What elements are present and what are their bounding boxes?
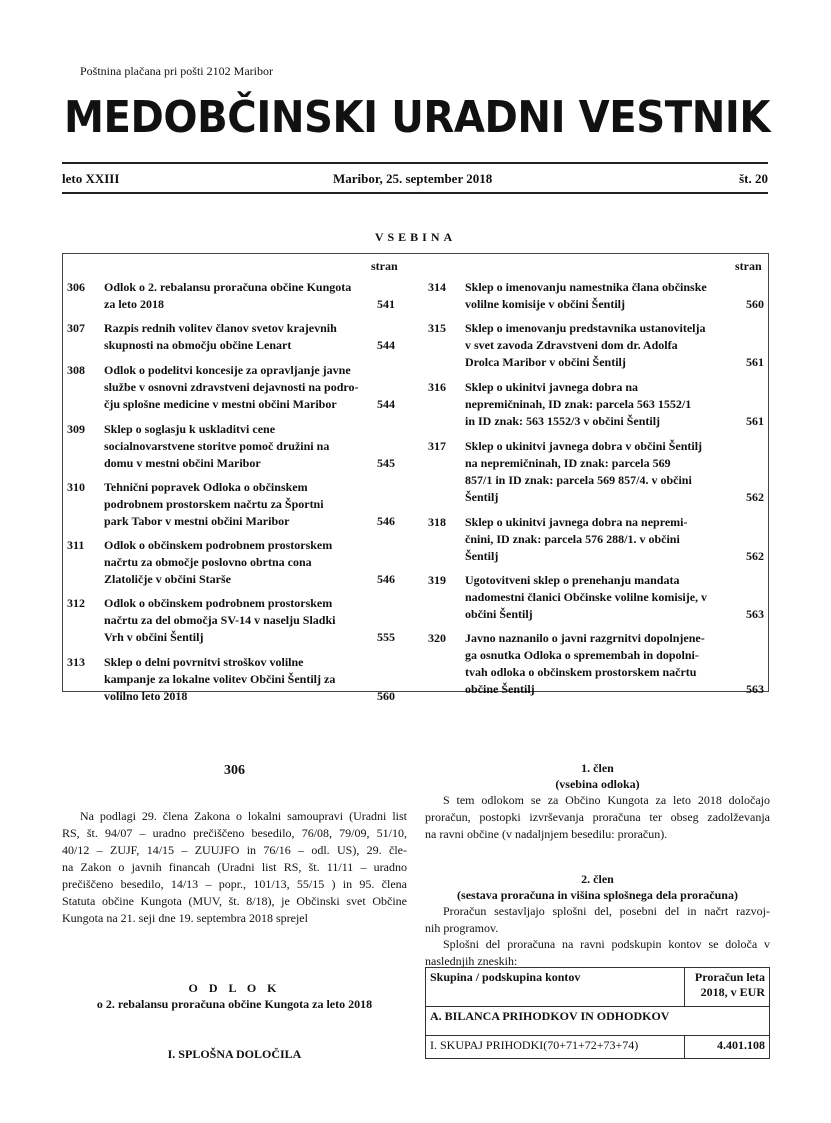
- article-preamble: [62, 808, 407, 927]
- contents-entry-line: občine Šentilj: [465, 682, 535, 696]
- contents-title: VSEBINA: [374, 230, 457, 244]
- contents-page-header-left: stran: [371, 259, 398, 273]
- budget-header-row: [426, 968, 770, 1007]
- contents-entry-line: podrobnem prostorskem načrtu za Športni: [104, 497, 324, 511]
- budget-col-amount-line1: Proračun leta: [694, 970, 765, 984]
- clen1-text: [425, 792, 770, 843]
- contents-entry-line: Odlok o podelitvi koncesije za opravljanje javne: [104, 363, 351, 377]
- contents-entry-line: volilne komisije v občini Šentilj: [465, 297, 626, 311]
- preamble-line: Na podlagi 29. člena Zakona o lokalni samoupravi (Uradni list: [80, 809, 407, 823]
- clen2text2-line: Splošni del proračuna na ravni podskupin kontov se določa v: [443, 937, 770, 951]
- header-rule-bottom: [62, 192, 768, 194]
- contents-entry-line: službe v osnovni zdravstveni dejavnosti na podro-: [104, 380, 359, 394]
- contents-entry-line: Sklep o soglasju k uskladitvi cene: [104, 422, 276, 436]
- contents-entry-line: socialnovarstvene storitve pomoč družini na: [104, 439, 330, 453]
- contents-entry-title: [104, 479, 400, 530]
- header-rule-top: [62, 162, 768, 164]
- decree-subtitle: o 2. rebalansu proračuna občine Kungota za leto 2018: [96, 997, 373, 1011]
- contents-entry-page: 544: [377, 397, 395, 411]
- contents-entry-page: 544: [377, 338, 395, 352]
- clen2-subtitle: (sestava proračuna in višina splošnega dela proračuna): [457, 888, 738, 902]
- contents-entry-number: 308: [67, 363, 85, 377]
- contents-entry-page: 562: [746, 490, 764, 504]
- contents-entry-line: Razpis rednih volitev članov svetov krajevnih: [104, 321, 337, 335]
- clen2text2-line: naslednjih zneskih:: [425, 954, 518, 968]
- contents-entry-number: 313: [67, 655, 85, 669]
- budget-row-1-value: 4.401.108: [685, 1036, 770, 1059]
- preamble-line: Kungota na 21. seji dne 19. septembra 2018 sprejel: [62, 911, 308, 925]
- section-general-provisions: I. SPLOŠNA DOLOČILA: [167, 1047, 302, 1061]
- contents-entry-line: Tehnični popravek Odloka o občinskem: [104, 480, 308, 494]
- contents-entry-line: 857/1 in ID znak: parcela 569 857/4. v občini: [465, 473, 692, 487]
- clen1text-line: na ravni občine (v nadaljnjem besedilu: proračun).: [425, 827, 668, 841]
- contents-entry-page: 560: [746, 297, 764, 311]
- contents-entry-line: in ID znak: 563 1552/3 v občini Šentilj: [465, 414, 661, 428]
- contents-entry-line: za leto 2018: [104, 297, 164, 311]
- preamble-line: na Zakon o javnih financah (Uradni list RS, št. 11/11 – uradno: [62, 860, 407, 874]
- contents-entry-line: načrtu za del območja SV-14 v naselju Sladki: [104, 613, 336, 627]
- preamble-line: 40/12 – ZUJF, 14/15 – ZUUJFO in 76/16 – odl. US), 29. čle-: [62, 843, 407, 857]
- contents-entry-title: [465, 630, 761, 698]
- contents-entry-line: načrtu za območje poslovno obrtna cona: [104, 555, 312, 569]
- article-number: 306: [224, 763, 245, 778]
- clen1text-line: S tem odlokom se za Občino Kungota za leto 2018 določajo: [443, 793, 770, 807]
- contents-entry-title: [104, 320, 400, 354]
- preamble-line: RS, št. 94/07 – uradno prečiščeno besedilo, 76/08, 79/09, 51/10,: [62, 826, 407, 840]
- contents-entry-page: 545: [377, 456, 395, 470]
- contents-entry-number: 312: [67, 596, 85, 610]
- contents-entry-line: Vrh v občini Šentilj: [104, 630, 204, 644]
- clen2text-line: Proračun sestavljajo splošni del, posebni del in načrt razvoj-: [443, 904, 770, 918]
- contents-entry-line: kampanje za lokalne volitev Občini Šentilj za: [104, 672, 336, 686]
- contents-entry-line: čju splošne medicine v mestni občini Maribor: [104, 397, 337, 411]
- contents-entry-line: tvah odloka o občinskem prostorskem načrtu: [465, 665, 697, 679]
- contents-entry-line: v svet zavoda Zdravstveni dom dr. Adolfa: [465, 338, 678, 352]
- contents-entry-number: 309: [67, 422, 85, 436]
- budget-row-1: [426, 1036, 770, 1059]
- issue-number: št. 20: [739, 171, 768, 186]
- contents-entry-line: Sklep o imenovanju namestnika člana občinske: [465, 280, 707, 294]
- contents-entry-title: [465, 379, 761, 430]
- contents-entry-line: Zlatoličje v občini Starše: [104, 572, 231, 586]
- contents-entry-line: Odlok o 2. rebalansu proračuna občine Kungota: [104, 280, 352, 294]
- clen1text-line: proračun, postopki izvrševanja proračuna ter obseg zadolževanja: [425, 810, 770, 824]
- contents-entry-page: 562: [746, 549, 764, 563]
- contents-entry-line: park Tabor v mestni občini Maribor: [104, 514, 290, 528]
- contents-entry-page: 561: [746, 355, 764, 369]
- contents-entry-line: nadomestni članici Občinske volilne komisije, v: [465, 590, 708, 604]
- budget-col-accounts: Skupina / podskupina kontov: [426, 968, 685, 1007]
- issue-place-date: Maribor, 25. september 2018: [333, 171, 493, 186]
- clen2text-line: nih programov.: [425, 921, 499, 935]
- contents-entry-number: 310: [67, 480, 85, 494]
- contents-entry-number: 316: [428, 380, 446, 394]
- contents-entry-line: nepremičninah, ID znak: parcela 563 1552/1: [465, 397, 692, 411]
- contents-entry-line: Sklep o ukinitvi javnega dobra v občini Šentilj: [465, 439, 703, 453]
- contents-entry-page: 546: [377, 572, 395, 586]
- contents-entry-page: 560: [377, 689, 395, 703]
- contents-entry-title: [465, 514, 761, 565]
- contents-entry-line: Sklep o ukinitvi javnega dobra na nepremi-: [465, 515, 688, 529]
- contents-entry-title: [465, 438, 761, 506]
- contents-entry-line: Šentilj: [465, 549, 499, 563]
- contents-entry-number: 319: [428, 573, 446, 587]
- contents-entry-line: Sklep o ukinitvi javnega dobra na: [465, 380, 639, 394]
- contents-entry-title: [465, 572, 761, 623]
- budget-table: [425, 967, 770, 1059]
- contents-page-header-right: stran: [735, 259, 762, 273]
- contents-entry-number: 307: [67, 321, 85, 335]
- contents-entry-page: 563: [746, 607, 764, 621]
- clen1-subtitle: (vsebina odloka): [555, 777, 640, 791]
- budget-row-1-label: I. SKUPAJ PRIHODKI(70+71+72+73+74): [426, 1036, 685, 1059]
- contents-entry-line: Sklep o imenovanju predstavnika ustanovitelja: [465, 321, 706, 335]
- contents-entry-line: domu v mestni občini Maribor: [104, 456, 261, 470]
- contents-entry-title: [104, 595, 400, 646]
- contents-entry-page: 563: [746, 682, 764, 696]
- contents-entry-title: [465, 320, 761, 371]
- issue-year: leto XXIII: [62, 171, 120, 186]
- contents-entry-line: Šentilj: [465, 490, 499, 504]
- budget-col-amount-line2: 2018, v EUR: [700, 985, 765, 999]
- contents-entry-number: 306: [67, 280, 85, 294]
- contents-entry-title: [104, 537, 400, 588]
- clen2-title: 2. člen: [581, 872, 614, 886]
- contents-entry-line: Drolca Maribor v občini Šentilj: [465, 355, 626, 369]
- clen2-text-2: [425, 936, 770, 970]
- contents-entry-number: 318: [428, 515, 446, 529]
- preamble-line: Statuta občine Kungota (MUV, št. 8/18), je Občinski svet Občine: [62, 894, 407, 908]
- contents-entry-line: volilno leto 2018: [104, 689, 188, 703]
- contents-entry-page: 541: [377, 297, 395, 311]
- preamble-line: prečiščeno besedilo, 14/13 – popr., 101/13, 55/15 ) in 95. člena: [62, 877, 407, 891]
- clen1-title: 1. člen: [581, 761, 614, 775]
- contents-entry-line: čnini, ID znak: parcela 576 288/1. v občini: [465, 532, 680, 546]
- contents-entry-page: 546: [377, 514, 395, 528]
- budget-section-row: [426, 1007, 770, 1036]
- contents-entry-line: ga osnutka Odloka o spremembah in dopolni-: [465, 648, 699, 662]
- contents-entry-line: Ugotovitveni sklep o prenehanju mandata: [465, 573, 680, 587]
- contents-entry-line: Odlok o občinskem podrobnem prostorskem: [104, 596, 333, 610]
- contents-entry-number: 311: [67, 538, 85, 552]
- contents-entry-line: Javno naznanilo o javni razgrnitvi dopolnjene-: [465, 631, 705, 645]
- contents-entry-line: Sklep o delni povrnitvi stroškov volilne: [104, 655, 304, 669]
- budget-section-a: A. BILANCA PRIHODKOV IN ODHODKOV: [426, 1007, 770, 1036]
- contents-entry-number: 314: [428, 280, 446, 294]
- contents-entry-title: [104, 421, 400, 472]
- contents-entry-number: 317: [428, 439, 446, 453]
- decree-title: O D L O K: [188, 981, 281, 995]
- contents-box: [62, 253, 769, 703]
- contents-entry-line: skupnosti na območju občine Lenart: [104, 338, 292, 352]
- clen2-text: [425, 903, 770, 937]
- postage-note: Poštnina plačana pri pošti 2102 Maribor: [80, 64, 273, 78]
- contents-entry-title: [465, 279, 761, 313]
- budget-col-amount: [685, 968, 770, 1007]
- contents-entry-line: na nepremičninah, ID znak: parcela 569: [465, 456, 671, 470]
- contents-entry-number: 315: [428, 321, 446, 335]
- contents-entry-title: [104, 362, 400, 413]
- contents-entry-title: [104, 654, 400, 705]
- contents-entry-page: 555: [377, 630, 395, 644]
- contents-entry-line: občini Šentilj: [465, 607, 533, 621]
- contents-entry-number: 320: [428, 631, 446, 645]
- contents-entry-page: 561: [746, 414, 764, 428]
- masthead-title: MEDOBČINSKI URADNI VESTNIK: [64, 92, 771, 143]
- contents-entry-title: [104, 279, 400, 313]
- contents-entry-line: Odlok o občinskem podrobnem prostorskem: [104, 538, 333, 552]
